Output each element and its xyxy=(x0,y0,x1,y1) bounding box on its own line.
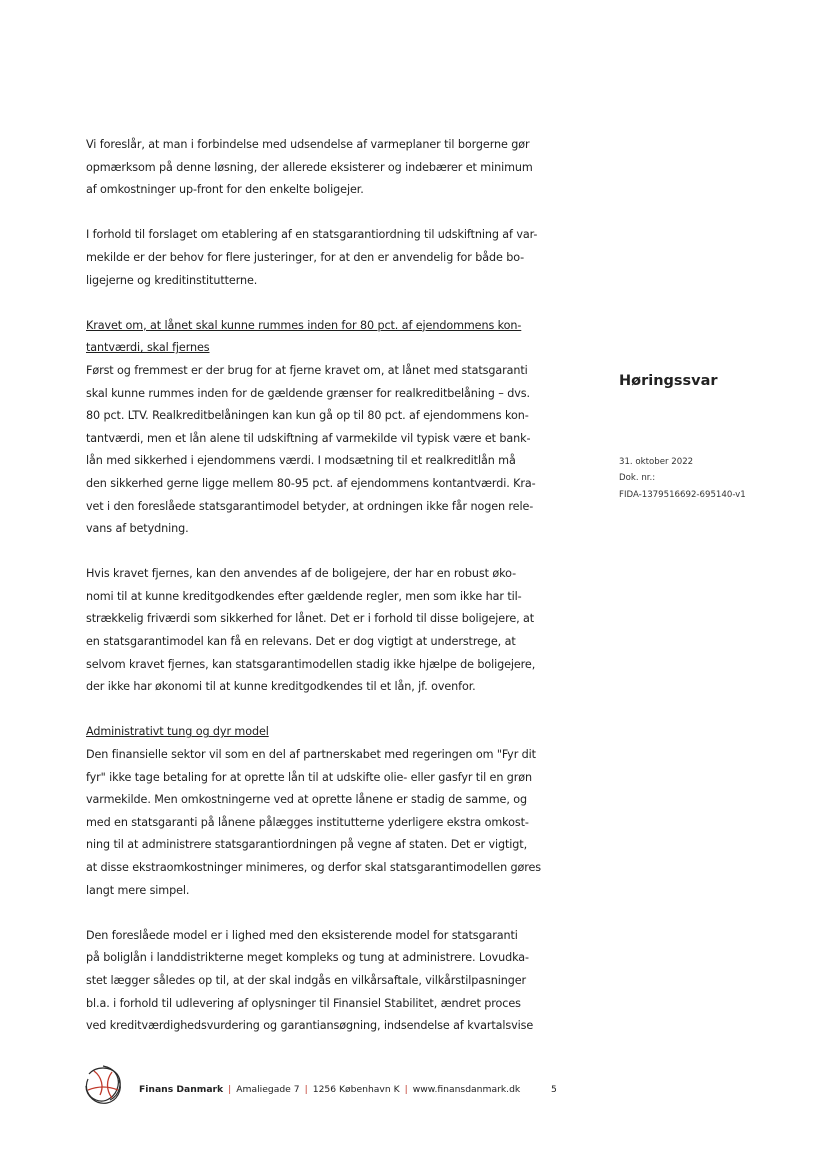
text-line: Den finansielle sektor vil som en del af partnerskabet med regeringen om "Fyr dit xyxy=(86,748,536,762)
paragraph-kravet-fjernes xyxy=(86,563,564,699)
text-line: I forhold til forslaget om etablering af en statsgarantiordning til udskiftning af var- xyxy=(86,228,538,242)
finans-danmark-logo-icon xyxy=(80,1062,126,1108)
text-line: Først og fremmest er der brug for at fjerne kravet om, at lånet med statsgaranti xyxy=(86,363,528,377)
text-line: opmærksom på denne løsning, der allerede eksisterer og indebærer et minimum xyxy=(86,160,533,174)
document-number: FIDA-1379516692-695140-v1 xyxy=(619,489,746,500)
page-number: 5 xyxy=(551,1084,557,1095)
page-footer xyxy=(80,1062,570,1122)
text-line: der ikke har økonomi til at kunne kreditgodkendes til et lån, jf. ovenfor. xyxy=(86,680,476,694)
text-line: langt mere simpel. xyxy=(86,883,190,897)
text-line: ved kreditværdighedsvurdering og garantiansøgning, indsendelse af kvartalsvise xyxy=(86,1019,534,1033)
text-line: med en statsgaranti på lånene pålægges institutterne yderligere ekstra omkost- xyxy=(86,815,529,829)
text-line: bl.a. i forhold til udlevering af oplysninger til Finansiel Stabilitet, ændret proces xyxy=(86,996,521,1010)
section-heading-administrativt: Administrativt tung og dyr model xyxy=(86,725,269,739)
paragraph-model-kompleks xyxy=(86,925,564,1038)
footer-address: Amaliegade 7 xyxy=(236,1084,300,1095)
text-line: tantværdi, men et lån alene til udskiftning af varmekilde vil typisk være et bank- xyxy=(86,431,531,445)
section-ltv xyxy=(86,315,564,541)
paragraph-statsgaranti xyxy=(86,224,564,292)
text-line: lån med sikkerhed i ejendommens værdi. I modsætning til et realkreditlån må xyxy=(86,454,516,468)
text-line: den sikkerhed gerne ligge mellem 80-95 pct. af ejendommens kontantværdi. Kra- xyxy=(86,476,536,490)
text-line: selvom kravet fjernes, kan statsgarantimodellen stadig ikke hjælpe de boligejere, xyxy=(86,657,536,671)
text-line: strækkelig friværdi som sikkerhed for lånet. Det er i forhold til disse boligejere, at xyxy=(86,612,535,626)
text-line: vans af betydning. xyxy=(86,522,189,536)
text-line: skal kunne rummes inden for de gældende grænser for realkreditbelåning – dvs. xyxy=(86,386,530,400)
text-line: ning til at administrere statsgarantiordningen på vegne af staten. Det er vigtigt, xyxy=(86,838,528,852)
text-line: mekilde er der behov for flere justeringer, for at den er anvendelig for både bo- xyxy=(86,250,525,264)
text-line: vet i den foreslåede statsgarantimodel betyder, at ordningen ikke får nogen rele- xyxy=(86,499,534,513)
document-date: 31. oktober 2022 xyxy=(619,457,694,467)
paragraph-intro xyxy=(86,134,564,202)
text-line: Den foreslåede model er i lighed med den eksisterende model for statsgaranti xyxy=(86,928,518,942)
text-line: på boliglån i landdistrikterne meget kompleks og tung at administrere. Lovudka- xyxy=(86,951,529,965)
text-line: en statsgarantimodel kan få en relevans. Det er dog vigtigt at understrege, at xyxy=(86,635,516,649)
document-meta xyxy=(619,454,746,503)
text-line: Hvis kravet fjernes, kan den anvendes af de boligejere, der har en robust øko- xyxy=(86,567,517,581)
section-heading-ltv-cont: tantværdi, skal fjernes xyxy=(86,341,210,355)
text-line: Vi foreslår, at man i forbindelse med udsendelse af varmeplaner til borgerne gør xyxy=(86,138,530,151)
text-line: varmekilde. Men omkostningerne ved at oprette lånene er stadig de samme, og xyxy=(86,793,527,807)
footer-separator: | xyxy=(304,1084,308,1095)
section-heading-ltv: Kravet om, at lånet skal kunne rummes inden for 80 pct. af ejendommens kon- xyxy=(86,318,522,332)
text-line: at disse ekstraomkostninger minimeres, og derfor skal statsgarantimodellen gøres xyxy=(86,861,542,874)
footer-contact-line xyxy=(139,1084,520,1095)
text-line: nomi til at kunne kreditgodkendes efter gældende regler, men som ikke har til- xyxy=(86,589,522,603)
text-line: stet lægger således op til, at der skal indgås en vilkårsaftale, vilkårstilpasninger xyxy=(86,973,526,987)
text-line: af omkostninger up-front for den enkelte boligejer. xyxy=(86,183,364,197)
text-line: 80 pct. LTV. Realkreditbelåningen kan kun gå op til 80 pct. af ejendommens kon- xyxy=(86,409,529,423)
footer-city: 1256 København K xyxy=(312,1084,400,1095)
footer-separator: | xyxy=(404,1084,408,1095)
text-line: fyr" ikke tage betaling for at oprette lån til at udskifte olie- eller gasfyr til en grøn xyxy=(86,770,533,784)
section-administrativt xyxy=(86,721,564,902)
text-line: ligejerne og kreditinstitutterne. xyxy=(86,273,258,287)
document-type-title: Høringssvar xyxy=(619,373,718,389)
document-number-label: Dok. nr.: xyxy=(619,473,656,484)
footer-brand: Finans Danmark xyxy=(139,1084,224,1095)
footer-separator: | xyxy=(228,1084,232,1095)
footer-website-link[interactable]: www.finansdanmark.dk xyxy=(412,1084,521,1095)
document-body xyxy=(86,134,564,1060)
